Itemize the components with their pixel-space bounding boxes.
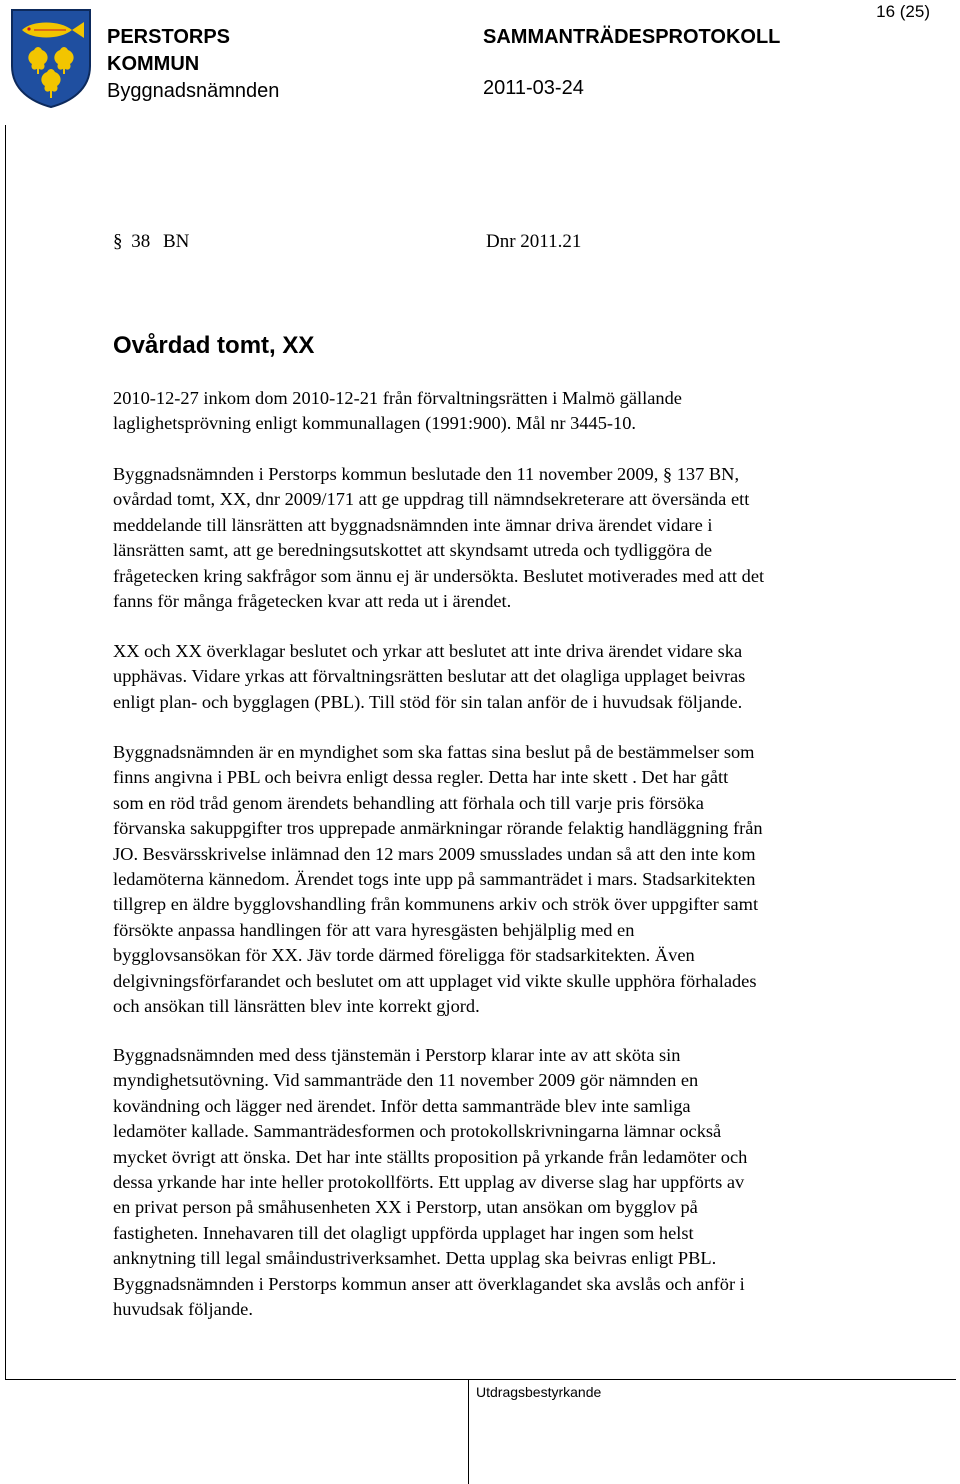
municipality-name-line2: KOMMUN bbox=[107, 53, 200, 75]
text-line: Byggnadsnämnden i Perstorps kommun anser att överklagandet ska avslås och anför i bbox=[113, 1273, 745, 1294]
board-name: Byggnadsnämnden bbox=[107, 80, 280, 102]
text-line: länsrätten samt, att ge beredningsutskottet att skyndsamt utreda och tydliggöra de bbox=[113, 540, 713, 561]
text-line: Byggnadsnämnden i Perstorps kommun beslutade den 11 november 2009, § 137 BN, bbox=[113, 464, 740, 484]
paragraph-2 bbox=[113, 462, 903, 614]
text-line: 2010-12-27 inkom dom 2010-12-21 från förvaltningsrätten i Malmö gällande bbox=[113, 388, 682, 408]
text-line: tillgrep en äldre bygglovshandling från kommunens arkiv och strök över uppgifter samt bbox=[113, 894, 759, 915]
footer-column-divider bbox=[468, 1379, 469, 1484]
text-line: myndighetsutövning. Vid sammanträde den 11 november 2009 gör nämnden en bbox=[113, 1070, 699, 1091]
section-symbol: § bbox=[113, 231, 123, 252]
text-line: bygglovsansökan för XX. Jäv torde därmed föreligga för stadsarkitekten. Även bbox=[113, 945, 695, 966]
text-line: enligt plan- och bygglagen (PBL). Till stöd för sin talan anför de i huvudsak följande. bbox=[113, 691, 743, 712]
text-line: ledamöterna kännedom. Ärendet togs inte upp på sammanträdet i mars. Stadsarkitekten bbox=[113, 869, 756, 890]
text-line: Byggnadsnämnden med dess tjänstemän i Perstorp klarar inte av att sköta sin bbox=[113, 1045, 681, 1065]
text-line: laglighetsprövning enligt kommunallagen (1991:900). Mål nr 3445-10. bbox=[113, 413, 637, 434]
text-line: finns angivna i PBL och beivra enligt dessa regler. Detta har inte skett . Det har gått bbox=[113, 767, 729, 788]
text-line: fastigheten. Innehavaren till det olagligt uppförda upplaget har ingen som helst bbox=[113, 1222, 694, 1243]
text-line: delgivningsförfarandet och beslutet om att upplaget vid vikte skulle upphöra förhalades bbox=[113, 970, 757, 991]
municipality-name-line1: PERSTORPS bbox=[107, 26, 230, 48]
text-line: kovändning och lägger ned ärendet. Inför detta sammanträde blev inte samliga bbox=[113, 1095, 691, 1116]
text-line: som en röd tråd genom ärendets behandling att förhala och till varje pris försöka bbox=[113, 792, 704, 813]
paragraph-5 bbox=[113, 1043, 903, 1322]
municipality-crest-logo bbox=[10, 8, 92, 108]
section-number: 38 bbox=[131, 231, 151, 252]
text-line: frågetecken kring sakfrågor som ännu ej är undersökta. Beslutet motiverades med att det bbox=[113, 565, 765, 586]
text-line: huvudsak följande. bbox=[113, 1299, 253, 1320]
case-title: Ovårdad tomt, XX bbox=[113, 332, 315, 359]
text-line: upphävas. Vidare yrkas att förvaltningsrätten beslutar att det olagliga upplaget beivras bbox=[113, 666, 746, 687]
paragraph-1 bbox=[113, 386, 903, 437]
text-line: och ansökan till länsrätten blev inte korrekt gjord. bbox=[113, 996, 480, 1017]
text-line: mycket övrigt att önska. Det har inte ställts proposition på yrkande från ledamöter och bbox=[113, 1146, 748, 1167]
text-line: anknytning till legal småindustriverksamhet. Detta upplag ska beivras enligt PBL. bbox=[113, 1248, 717, 1269]
text-line: en privat person på småhusenheten XX i Perstorp, utan ansökan om bygglov på bbox=[113, 1197, 698, 1218]
section-reference bbox=[113, 231, 189, 253]
text-line: dessa yrkande har inte heller protokollförts. Ett upplag av diverse slag har uppförts av bbox=[113, 1172, 745, 1193]
paragraph-4 bbox=[113, 740, 903, 1019]
text-line: förvanska sakuppgifter tros upprepade anmärkningar rörande felaktig handläggning från bbox=[113, 818, 763, 839]
text-line: JO. Besvärsskrivelse inlämnad den 12 mars 2009 smusslades undan så att den inte kom bbox=[113, 843, 756, 864]
text-line: försökte anpassa handlingen för att vara hyresgästen behjälplig med en bbox=[113, 919, 635, 940]
certification-label: Utdragsbestyrkande bbox=[476, 1384, 602, 1400]
text-line: ledamöter kallade. Sammanträdesformen och protokollskrivningarna lämnar också bbox=[113, 1121, 722, 1142]
left-margin-line bbox=[5, 125, 6, 1380]
text-line: XX och XX överklagar beslutet och yrkar att beslutet att inte driva ärendet vidare ska bbox=[113, 641, 743, 661]
text-line: Byggnadsnämnden är en myndighet som ska fattas sina beslut på de bestämmelser som bbox=[113, 742, 755, 762]
diary-number: Dnr 2011.21 bbox=[486, 231, 582, 252]
document-type: SAMMANTRÄDESPROTOKOLL bbox=[483, 26, 781, 48]
footer-divider bbox=[5, 1379, 956, 1380]
text-line: meddelande till länsrätten att byggnadsnämnden inte ämnar driva ärendet vidare i bbox=[113, 514, 713, 535]
meeting-date: 2011-03-24 bbox=[483, 77, 584, 99]
page-number: 16 (25) bbox=[876, 2, 930, 21]
text-line: ovårdad tomt, XX, dnr 2009/171 att ge uppdrag till nämndsekreterare att översända ett bbox=[113, 489, 750, 510]
paragraph-3 bbox=[113, 639, 903, 715]
section-org: BN bbox=[163, 231, 190, 252]
text-line: fanns för många frågetecken kvar att reda ut i ärendet. bbox=[113, 591, 512, 612]
